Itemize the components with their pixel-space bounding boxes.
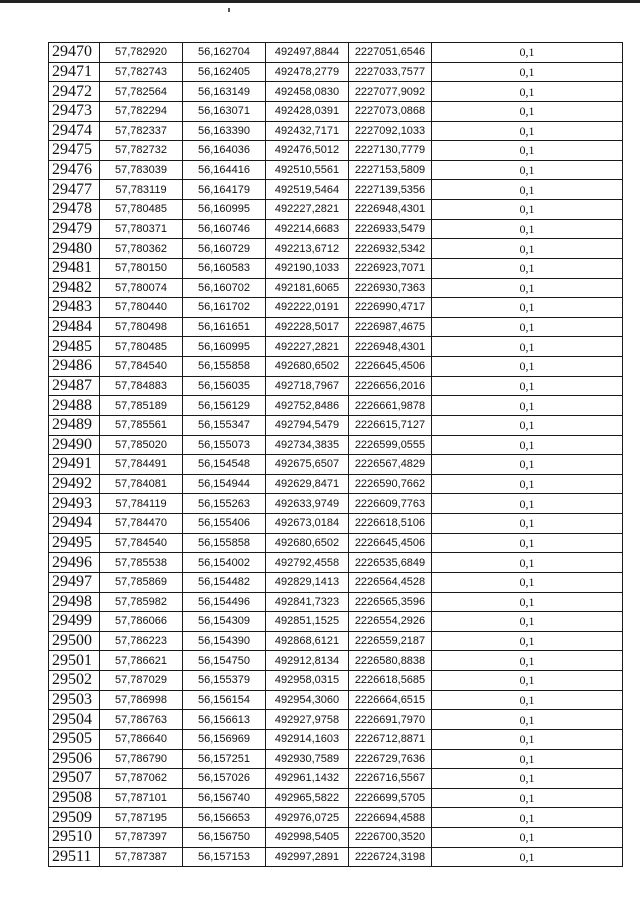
accuracy-cell: 0,1 bbox=[432, 828, 623, 848]
x-coordinate-cell: 492868,6121 bbox=[266, 631, 349, 651]
x-coordinate-cell: 492633,9749 bbox=[266, 494, 349, 514]
accuracy-cell: 0,1 bbox=[432, 514, 623, 534]
y-coordinate-cell: 2226948,4301 bbox=[349, 200, 432, 220]
longitude-cell: 56,154002 bbox=[183, 553, 266, 573]
latitude-cell: 57,784883 bbox=[100, 376, 183, 396]
accuracy-cell: 0,1 bbox=[432, 474, 623, 494]
x-coordinate-cell: 492752,8486 bbox=[266, 396, 349, 416]
x-coordinate-cell: 492734,3835 bbox=[266, 435, 349, 455]
longitude-cell: 56,155379 bbox=[183, 671, 266, 691]
y-coordinate-cell: 2226691,7970 bbox=[349, 710, 432, 730]
x-coordinate-cell: 492961,1432 bbox=[266, 769, 349, 789]
point-number-cell: 29471 bbox=[49, 62, 100, 82]
table-row bbox=[49, 101, 623, 121]
y-coordinate-cell: 2227139,5356 bbox=[349, 180, 432, 200]
y-coordinate-cell: 2226565,3596 bbox=[349, 592, 432, 612]
longitude-cell: 56,160729 bbox=[183, 239, 266, 259]
latitude-cell: 57,786223 bbox=[100, 631, 183, 651]
latitude-cell: 57,783039 bbox=[100, 160, 183, 180]
accuracy-cell: 0,1 bbox=[432, 141, 623, 161]
latitude-cell: 57,785561 bbox=[100, 415, 183, 435]
point-number-cell: 29497 bbox=[49, 572, 100, 592]
accuracy-cell: 0,1 bbox=[432, 612, 623, 632]
table-row bbox=[49, 396, 623, 416]
accuracy-cell: 0,1 bbox=[432, 533, 623, 553]
accuracy-cell: 0,1 bbox=[432, 200, 623, 220]
y-coordinate-cell: 2226618,5685 bbox=[349, 671, 432, 691]
latitude-cell: 57,785982 bbox=[100, 592, 183, 612]
x-coordinate-cell: 492458,0830 bbox=[266, 82, 349, 102]
y-coordinate-cell: 2226609,7763 bbox=[349, 494, 432, 514]
longitude-cell: 56,163390 bbox=[183, 121, 266, 141]
x-coordinate-cell: 492914,1603 bbox=[266, 729, 349, 749]
table-row bbox=[49, 121, 623, 141]
point-number-cell: 29505 bbox=[49, 729, 100, 749]
x-coordinate-cell: 492432,7171 bbox=[266, 121, 349, 141]
y-coordinate-cell: 2227092,1033 bbox=[349, 121, 432, 141]
x-coordinate-cell: 492228,5017 bbox=[266, 317, 349, 337]
y-coordinate-cell: 2226590,7662 bbox=[349, 474, 432, 494]
y-coordinate-cell: 2226948,4301 bbox=[349, 337, 432, 357]
latitude-cell: 57,780150 bbox=[100, 258, 183, 278]
table-row bbox=[49, 808, 623, 828]
y-coordinate-cell: 2226699,5705 bbox=[349, 788, 432, 808]
x-coordinate-cell: 492997,2891 bbox=[266, 847, 349, 867]
y-coordinate-cell: 2227077,9092 bbox=[349, 82, 432, 102]
x-coordinate-cell: 492675,6507 bbox=[266, 455, 349, 475]
accuracy-cell: 0,1 bbox=[432, 769, 623, 789]
y-coordinate-cell: 2226564,4528 bbox=[349, 572, 432, 592]
accuracy-cell: 0,1 bbox=[432, 749, 623, 769]
accuracy-cell: 0,1 bbox=[432, 239, 623, 259]
point-number-cell: 29475 bbox=[49, 141, 100, 161]
x-coordinate-cell: 492841,7323 bbox=[266, 592, 349, 612]
accuracy-cell: 0,1 bbox=[432, 376, 623, 396]
point-number-cell: 29500 bbox=[49, 631, 100, 651]
accuracy-cell: 0,1 bbox=[432, 121, 623, 141]
y-coordinate-cell: 2227073,0868 bbox=[349, 101, 432, 121]
latitude-cell: 57,787195 bbox=[100, 808, 183, 828]
accuracy-cell: 0,1 bbox=[432, 317, 623, 337]
x-coordinate-cell: 492794,5479 bbox=[266, 415, 349, 435]
point-number-cell: 29482 bbox=[49, 278, 100, 298]
point-number-cell: 29509 bbox=[49, 808, 100, 828]
point-number-cell: 29493 bbox=[49, 494, 100, 514]
accuracy-cell: 0,1 bbox=[432, 219, 623, 239]
y-coordinate-cell: 2226923,7071 bbox=[349, 258, 432, 278]
longitude-cell: 56,154390 bbox=[183, 631, 266, 651]
accuracy-cell: 0,1 bbox=[432, 808, 623, 828]
point-number-cell: 29483 bbox=[49, 298, 100, 318]
latitude-cell: 57,782920 bbox=[100, 43, 183, 63]
point-number-cell: 29472 bbox=[49, 82, 100, 102]
latitude-cell: 57,787387 bbox=[100, 847, 183, 867]
x-coordinate-cell: 492428,0391 bbox=[266, 101, 349, 121]
table-row bbox=[49, 298, 623, 318]
latitude-cell: 57,780485 bbox=[100, 337, 183, 357]
table-row bbox=[49, 612, 623, 632]
longitude-cell: 56,156653 bbox=[183, 808, 266, 828]
latitude-cell: 57,782294 bbox=[100, 101, 183, 121]
point-number-cell: 29495 bbox=[49, 533, 100, 553]
y-coordinate-cell: 2226664,6515 bbox=[349, 690, 432, 710]
accuracy-cell: 0,1 bbox=[432, 160, 623, 180]
x-coordinate-cell: 492510,5561 bbox=[266, 160, 349, 180]
y-coordinate-cell: 2226567,4829 bbox=[349, 455, 432, 475]
table-row bbox=[49, 258, 623, 278]
accuracy-cell: 0,1 bbox=[432, 631, 623, 651]
point-number-cell: 29502 bbox=[49, 671, 100, 691]
y-coordinate-cell: 2226700,3520 bbox=[349, 828, 432, 848]
accuracy-cell: 0,1 bbox=[432, 298, 623, 318]
point-number-cell: 29486 bbox=[49, 357, 100, 377]
latitude-cell: 57,787397 bbox=[100, 828, 183, 848]
point-number-cell: 29491 bbox=[49, 455, 100, 475]
latitude-cell: 57,785538 bbox=[100, 553, 183, 573]
latitude-cell: 57,784119 bbox=[100, 494, 183, 514]
y-coordinate-cell: 2226535,6849 bbox=[349, 553, 432, 573]
latitude-cell: 57,780362 bbox=[100, 239, 183, 259]
latitude-cell: 57,785869 bbox=[100, 572, 183, 592]
top-border-rule bbox=[0, 0, 640, 3]
table-row bbox=[49, 592, 623, 612]
table-row bbox=[49, 43, 623, 63]
y-coordinate-cell: 2226716,5567 bbox=[349, 769, 432, 789]
point-number-cell: 29484 bbox=[49, 317, 100, 337]
point-number-cell: 29498 bbox=[49, 592, 100, 612]
longitude-cell: 56,154482 bbox=[183, 572, 266, 592]
table-row bbox=[49, 769, 623, 789]
x-coordinate-cell: 492213,6712 bbox=[266, 239, 349, 259]
x-coordinate-cell: 492497,8844 bbox=[266, 43, 349, 63]
longitude-cell: 56,163149 bbox=[183, 82, 266, 102]
longitude-cell: 56,154548 bbox=[183, 455, 266, 475]
accuracy-cell: 0,1 bbox=[432, 82, 623, 102]
table-row bbox=[49, 828, 623, 848]
latitude-cell: 57,784470 bbox=[100, 514, 183, 534]
point-number-cell: 29474 bbox=[49, 121, 100, 141]
y-coordinate-cell: 2226932,5342 bbox=[349, 239, 432, 259]
y-coordinate-cell: 2226645,4506 bbox=[349, 357, 432, 377]
longitude-cell: 56,160746 bbox=[183, 219, 266, 239]
accuracy-cell: 0,1 bbox=[432, 278, 623, 298]
latitude-cell: 57,780074 bbox=[100, 278, 183, 298]
longitude-cell: 56,157251 bbox=[183, 749, 266, 769]
accuracy-cell: 0,1 bbox=[432, 43, 623, 63]
accuracy-cell: 0,1 bbox=[432, 101, 623, 121]
coordinates-table bbox=[48, 42, 623, 867]
longitude-cell: 56,155073 bbox=[183, 435, 266, 455]
longitude-cell: 56,163071 bbox=[183, 101, 266, 121]
y-coordinate-cell: 2226656,2016 bbox=[349, 376, 432, 396]
y-coordinate-cell: 2226990,4717 bbox=[349, 298, 432, 318]
latitude-cell: 57,786621 bbox=[100, 651, 183, 671]
table-row bbox=[49, 141, 623, 161]
x-coordinate-cell: 492227,2821 bbox=[266, 200, 349, 220]
point-number-cell: 29504 bbox=[49, 710, 100, 730]
table-row bbox=[49, 317, 623, 337]
table-row bbox=[49, 200, 623, 220]
y-coordinate-cell: 2226712,8871 bbox=[349, 729, 432, 749]
x-coordinate-cell: 492965,5822 bbox=[266, 788, 349, 808]
latitude-cell: 57,784540 bbox=[100, 533, 183, 553]
point-number-cell: 29485 bbox=[49, 337, 100, 357]
y-coordinate-cell: 2226729,7636 bbox=[349, 749, 432, 769]
x-coordinate-cell: 492958,0315 bbox=[266, 671, 349, 691]
table-row bbox=[49, 337, 623, 357]
longitude-cell: 56,156035 bbox=[183, 376, 266, 396]
x-coordinate-cell: 492680,6502 bbox=[266, 533, 349, 553]
y-coordinate-cell: 2226930,7363 bbox=[349, 278, 432, 298]
longitude-cell: 56,161651 bbox=[183, 317, 266, 337]
y-coordinate-cell: 2226618,5106 bbox=[349, 514, 432, 534]
longitude-cell: 56,156154 bbox=[183, 690, 266, 710]
accuracy-cell: 0,1 bbox=[432, 455, 623, 475]
y-coordinate-cell: 2226661,9878 bbox=[349, 396, 432, 416]
table-row bbox=[49, 494, 623, 514]
point-number-cell: 29478 bbox=[49, 200, 100, 220]
longitude-cell: 56,154496 bbox=[183, 592, 266, 612]
point-number-cell: 29508 bbox=[49, 788, 100, 808]
x-coordinate-cell: 492829,1413 bbox=[266, 572, 349, 592]
accuracy-cell: 0,1 bbox=[432, 690, 623, 710]
longitude-cell: 56,164416 bbox=[183, 160, 266, 180]
x-coordinate-cell: 492519,5464 bbox=[266, 180, 349, 200]
y-coordinate-cell: 2226615,7127 bbox=[349, 415, 432, 435]
table-row bbox=[49, 219, 623, 239]
latitude-cell: 57,785020 bbox=[100, 435, 183, 455]
longitude-cell: 56,156740 bbox=[183, 788, 266, 808]
table-row bbox=[49, 62, 623, 82]
table-row bbox=[49, 729, 623, 749]
accuracy-cell: 0,1 bbox=[432, 415, 623, 435]
longitude-cell: 56,164036 bbox=[183, 141, 266, 161]
x-coordinate-cell: 492718,7967 bbox=[266, 376, 349, 396]
latitude-cell: 57,782732 bbox=[100, 141, 183, 161]
point-number-cell: 29511 bbox=[49, 847, 100, 867]
point-number-cell: 29481 bbox=[49, 258, 100, 278]
point-number-cell: 29501 bbox=[49, 651, 100, 671]
coordinates-table-body bbox=[49, 43, 623, 867]
table-row bbox=[49, 788, 623, 808]
table-row bbox=[49, 553, 623, 573]
latitude-cell: 57,782743 bbox=[100, 62, 183, 82]
longitude-cell: 56,164179 bbox=[183, 180, 266, 200]
accuracy-cell: 0,1 bbox=[432, 671, 623, 691]
latitude-cell: 57,785189 bbox=[100, 396, 183, 416]
longitude-cell: 56,156750 bbox=[183, 828, 266, 848]
point-number-cell: 29489 bbox=[49, 415, 100, 435]
y-coordinate-cell: 2226554,2926 bbox=[349, 612, 432, 632]
table-row bbox=[49, 671, 623, 691]
longitude-cell: 56,155858 bbox=[183, 357, 266, 377]
latitude-cell: 57,782564 bbox=[100, 82, 183, 102]
y-coordinate-cell: 2226580,8838 bbox=[349, 651, 432, 671]
x-coordinate-cell: 492927,9758 bbox=[266, 710, 349, 730]
y-coordinate-cell: 2226933,5479 bbox=[349, 219, 432, 239]
x-coordinate-cell: 492954,3060 bbox=[266, 690, 349, 710]
latitude-cell: 57,787029 bbox=[100, 671, 183, 691]
x-coordinate-cell: 492851,1525 bbox=[266, 612, 349, 632]
table-row bbox=[49, 514, 623, 534]
table-row bbox=[49, 710, 623, 730]
point-number-cell: 29470 bbox=[49, 43, 100, 63]
table-row bbox=[49, 376, 623, 396]
point-number-cell: 29490 bbox=[49, 435, 100, 455]
point-number-cell: 29507 bbox=[49, 769, 100, 789]
latitude-cell: 57,780371 bbox=[100, 219, 183, 239]
accuracy-cell: 0,1 bbox=[432, 494, 623, 514]
point-number-cell: 29488 bbox=[49, 396, 100, 416]
accuracy-cell: 0,1 bbox=[432, 258, 623, 278]
table-row bbox=[49, 651, 623, 671]
accuracy-cell: 0,1 bbox=[432, 435, 623, 455]
longitude-cell: 56,162704 bbox=[183, 43, 266, 63]
longitude-cell: 56,156613 bbox=[183, 710, 266, 730]
table-row bbox=[49, 749, 623, 769]
latitude-cell: 57,784081 bbox=[100, 474, 183, 494]
y-coordinate-cell: 2226987,4675 bbox=[349, 317, 432, 337]
accuracy-cell: 0,1 bbox=[432, 651, 623, 671]
y-coordinate-cell: 2227153,5809 bbox=[349, 160, 432, 180]
table-row bbox=[49, 239, 623, 259]
table-row bbox=[49, 180, 623, 200]
point-number-cell: 29510 bbox=[49, 828, 100, 848]
latitude-cell: 57,786640 bbox=[100, 729, 183, 749]
point-number-cell: 29479 bbox=[49, 219, 100, 239]
x-coordinate-cell: 492976,0725 bbox=[266, 808, 349, 828]
longitude-cell: 56,155347 bbox=[183, 415, 266, 435]
x-coordinate-cell: 492912,8134 bbox=[266, 651, 349, 671]
accuracy-cell: 0,1 bbox=[432, 788, 623, 808]
table-row bbox=[49, 82, 623, 102]
table-row bbox=[49, 415, 623, 435]
table-row bbox=[49, 474, 623, 494]
longitude-cell: 56,160702 bbox=[183, 278, 266, 298]
latitude-cell: 57,782337 bbox=[100, 121, 183, 141]
point-number-cell: 29473 bbox=[49, 101, 100, 121]
longitude-cell: 56,160995 bbox=[183, 337, 266, 357]
point-number-cell: 29494 bbox=[49, 514, 100, 534]
latitude-cell: 57,784491 bbox=[100, 455, 183, 475]
x-coordinate-cell: 492222,0191 bbox=[266, 298, 349, 318]
point-number-cell: 29477 bbox=[49, 180, 100, 200]
table-row bbox=[49, 160, 623, 180]
y-coordinate-cell: 2227130,7779 bbox=[349, 141, 432, 161]
x-coordinate-cell: 492629,8471 bbox=[266, 474, 349, 494]
x-coordinate-cell: 492680,6502 bbox=[266, 357, 349, 377]
point-number-cell: 29506 bbox=[49, 749, 100, 769]
latitude-cell: 57,787101 bbox=[100, 788, 183, 808]
longitude-cell: 56,155858 bbox=[183, 533, 266, 553]
latitude-cell: 57,786066 bbox=[100, 612, 183, 632]
table-row bbox=[49, 357, 623, 377]
table-row bbox=[49, 455, 623, 475]
longitude-cell: 56,154750 bbox=[183, 651, 266, 671]
y-coordinate-cell: 2226559,2187 bbox=[349, 631, 432, 651]
accuracy-cell: 0,1 bbox=[432, 62, 623, 82]
point-number-cell: 29487 bbox=[49, 376, 100, 396]
longitude-cell: 56,156129 bbox=[183, 396, 266, 416]
x-coordinate-cell: 492930,7589 bbox=[266, 749, 349, 769]
latitude-cell: 57,786763 bbox=[100, 710, 183, 730]
latitude-cell: 57,780485 bbox=[100, 200, 183, 220]
accuracy-cell: 0,1 bbox=[432, 592, 623, 612]
table-row bbox=[49, 572, 623, 592]
longitude-cell: 56,160995 bbox=[183, 200, 266, 220]
y-coordinate-cell: 2226645,4506 bbox=[349, 533, 432, 553]
accuracy-cell: 0,1 bbox=[432, 710, 623, 730]
y-coordinate-cell: 2226599,0555 bbox=[349, 435, 432, 455]
table-row bbox=[49, 847, 623, 867]
x-coordinate-cell: 492478,2779 bbox=[266, 62, 349, 82]
y-coordinate-cell: 2227033,7577 bbox=[349, 62, 432, 82]
latitude-cell: 57,780440 bbox=[100, 298, 183, 318]
x-coordinate-cell: 492181,6065 bbox=[266, 278, 349, 298]
longitude-cell: 56,155406 bbox=[183, 514, 266, 534]
table-row bbox=[49, 690, 623, 710]
point-number-cell: 29503 bbox=[49, 690, 100, 710]
point-number-cell: 29492 bbox=[49, 474, 100, 494]
table-row bbox=[49, 631, 623, 651]
longitude-cell: 56,162405 bbox=[183, 62, 266, 82]
longitude-cell: 56,154944 bbox=[183, 474, 266, 494]
accuracy-cell: 0,1 bbox=[432, 572, 623, 592]
y-coordinate-cell: 2227051,6546 bbox=[349, 43, 432, 63]
latitude-cell: 57,786998 bbox=[100, 690, 183, 710]
x-coordinate-cell: 492214,6683 bbox=[266, 219, 349, 239]
scan-mark bbox=[228, 8, 230, 12]
y-coordinate-cell: 2226694,4588 bbox=[349, 808, 432, 828]
table-row bbox=[49, 435, 623, 455]
table-row bbox=[49, 278, 623, 298]
point-number-cell: 29476 bbox=[49, 160, 100, 180]
accuracy-cell: 0,1 bbox=[432, 729, 623, 749]
accuracy-cell: 0,1 bbox=[432, 847, 623, 867]
x-coordinate-cell: 492190,1033 bbox=[266, 258, 349, 278]
longitude-cell: 56,157026 bbox=[183, 769, 266, 789]
x-coordinate-cell: 492673,0184 bbox=[266, 514, 349, 534]
accuracy-cell: 0,1 bbox=[432, 553, 623, 573]
point-number-cell: 29496 bbox=[49, 553, 100, 573]
longitude-cell: 56,160583 bbox=[183, 258, 266, 278]
accuracy-cell: 0,1 bbox=[432, 357, 623, 377]
latitude-cell: 57,780498 bbox=[100, 317, 183, 337]
latitude-cell: 57,786790 bbox=[100, 749, 183, 769]
latitude-cell: 57,787062 bbox=[100, 769, 183, 789]
y-coordinate-cell: 2226724,3198 bbox=[349, 847, 432, 867]
x-coordinate-cell: 492792,4558 bbox=[266, 553, 349, 573]
point-number-cell: 29499 bbox=[49, 612, 100, 632]
x-coordinate-cell: 492476,5012 bbox=[266, 141, 349, 161]
latitude-cell: 57,784540 bbox=[100, 357, 183, 377]
x-coordinate-cell: 492227,2821 bbox=[266, 337, 349, 357]
longitude-cell: 56,154309 bbox=[183, 612, 266, 632]
point-number-cell: 29480 bbox=[49, 239, 100, 259]
longitude-cell: 56,156969 bbox=[183, 729, 266, 749]
longitude-cell: 56,161702 bbox=[183, 298, 266, 318]
x-coordinate-cell: 492998,5405 bbox=[266, 828, 349, 848]
accuracy-cell: 0,1 bbox=[432, 337, 623, 357]
longitude-cell: 56,157153 bbox=[183, 847, 266, 867]
accuracy-cell: 0,1 bbox=[432, 180, 623, 200]
latitude-cell: 57,783119 bbox=[100, 180, 183, 200]
accuracy-cell: 0,1 bbox=[432, 396, 623, 416]
longitude-cell: 56,155263 bbox=[183, 494, 266, 514]
table-row bbox=[49, 533, 623, 553]
